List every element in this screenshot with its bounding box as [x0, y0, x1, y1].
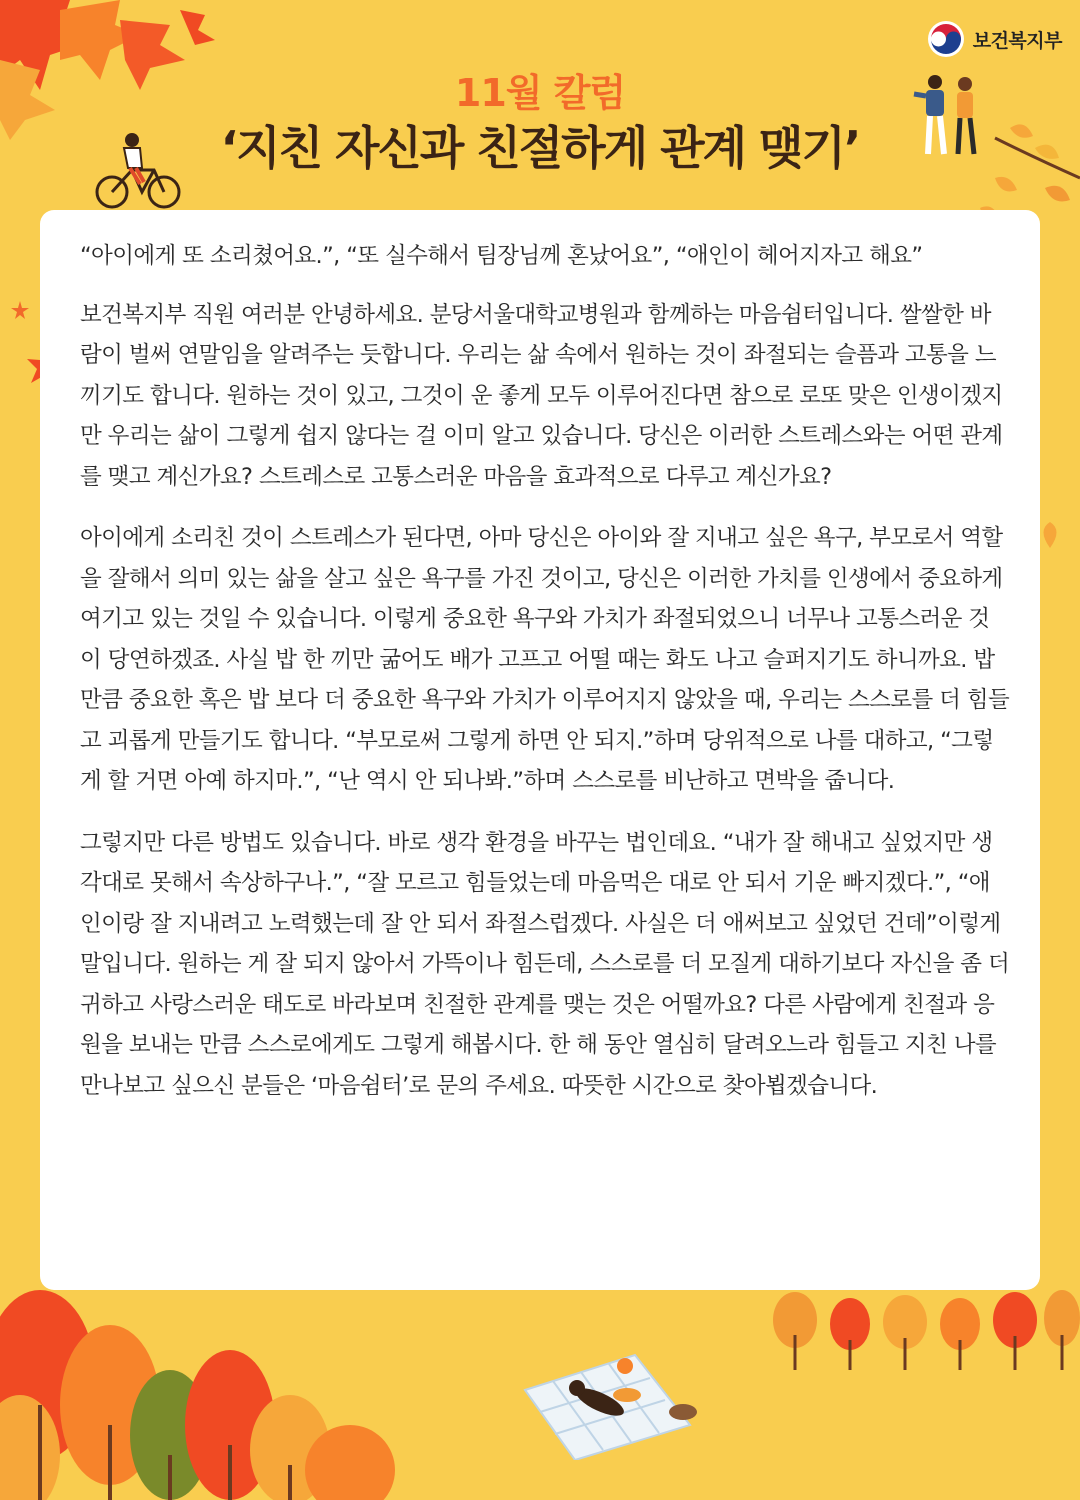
column-subtitle: 11월 칼럼: [454, 71, 626, 115]
article-body: [80, 236, 1010, 1127]
paragraph-3: 그렇지만 다른 방법도 있습니다. 바로 생각 환경을 바꾸는 법인데요. “내가 잘 해내고 싶었지만 생각대로 못해서 속상하구나.”, “잘 모르고 힘들었는데 마음먹은 대로 안 되서 기운 빠지겠다.”, “애인이랑 잘 지내려고 노력했는데 잘 안 되서 좌절스럽겠다. 사실은 더 애써보고 싶었던 건데”이렇게 말입니다. 원하는 게 잘 되지 않아서 가뜩이나 힘든데, 스스로를 더 모질게 대하기보다 자신을 좀 더 귀하고 사랑스러운 태도로 바라보며 친절한 관계를 맺는 것은 어떨까요? 다른 사람에게 친절과 응원을 보내는 만큼 스스로에게도 그렇게 해봅시다. 한 해 동안 열심히 달려오느라 힘들고 지친 나를 만나보고 싶으신 분들은 ‘마음쉼터’로 문의 주세요. 따뜻한 시간으로 찾아뵙겠습니다.: [80, 829, 1010, 1099]
page-title: ‘지친 자신과 친절하게 관계 맺기’: [220, 121, 860, 175]
paragraph-2: 아이에게 소리친 것이 스트레스가 된다면, 아마 당신은 아이와 잘 지내고 싶은 욕구, 부모로서 역할을 잘해서 의미 있는 삶을 살고 싶은 욕구를 가진 것이고, 당신은 이러한 가치를 인생에서 중요하게 여기고 있는 것일 수 있습니다. 이렇게 중요한 욕구와 가치가 좌절되었으니 너무나 고통스러운 것이 당연하겠죠. 사실 밥 한 끼만 굶어도 배가 고프고 어떨 때는 화도 나고 슬퍼지기도 하니까요. 밥만큼 중요한 혹은 밥 보다 더 중요한 욕구와 가치가 이루어지지 않았을 때, 우리는 스스로를 더 힘들고 괴롭게 만들기도 합니다. “부모로써 그렇게 하면 안 되지.”하며 당위적으로 나를 대하고, “그렇게 할 거면 아예 하지마.”, “난 역시 안 되나봐.”하며 스스로를 비난하고 면박을 줍니다.: [80, 525, 1010, 794]
paragraph-1: 보건복지부 직원 여러분 안녕하세요. 분당서울대학교병원과 함께하는 마음쉼터입니다. 쌀쌀한 바람이 벌써 연말임을 알려주는 듯합니다. 우리는 삶 속에서 원하는 것이 좌절되는 슬픔과 고통을 느끼기도 합니다. 원하는 것이 있고, 그것이 운 좋게 모두 이루어진다면 참으로 로또 맞은 인생이겠지만 우리는 삶이 그렇게 쉽지 않다는 걸 이미 알고 있습니다. 당신은 이러한 스트레스와는 어떤 관계를 맺고 계신가요? 스트레스로 고통스러운 마음을 효과적으로 다루고 계신가요?: [80, 301, 1003, 490]
quote-line: “아이에게 또 소리쳤어요.”, “또 실수해서 팀장님께 혼났어요”, “애인이 헤어지자고 해요”: [80, 243, 923, 269]
small-trees-illustration: [770, 1290, 1080, 1370]
ministry-name: 보건복지부: [972, 29, 1062, 52]
autumn-trees-illustration: [0, 1285, 420, 1500]
picnic-illustration: [515, 1350, 705, 1460]
ministry-logo: [927, 20, 1062, 58]
taegeuk-emblem-icon: [927, 20, 965, 58]
star-icon: [10, 300, 30, 320]
